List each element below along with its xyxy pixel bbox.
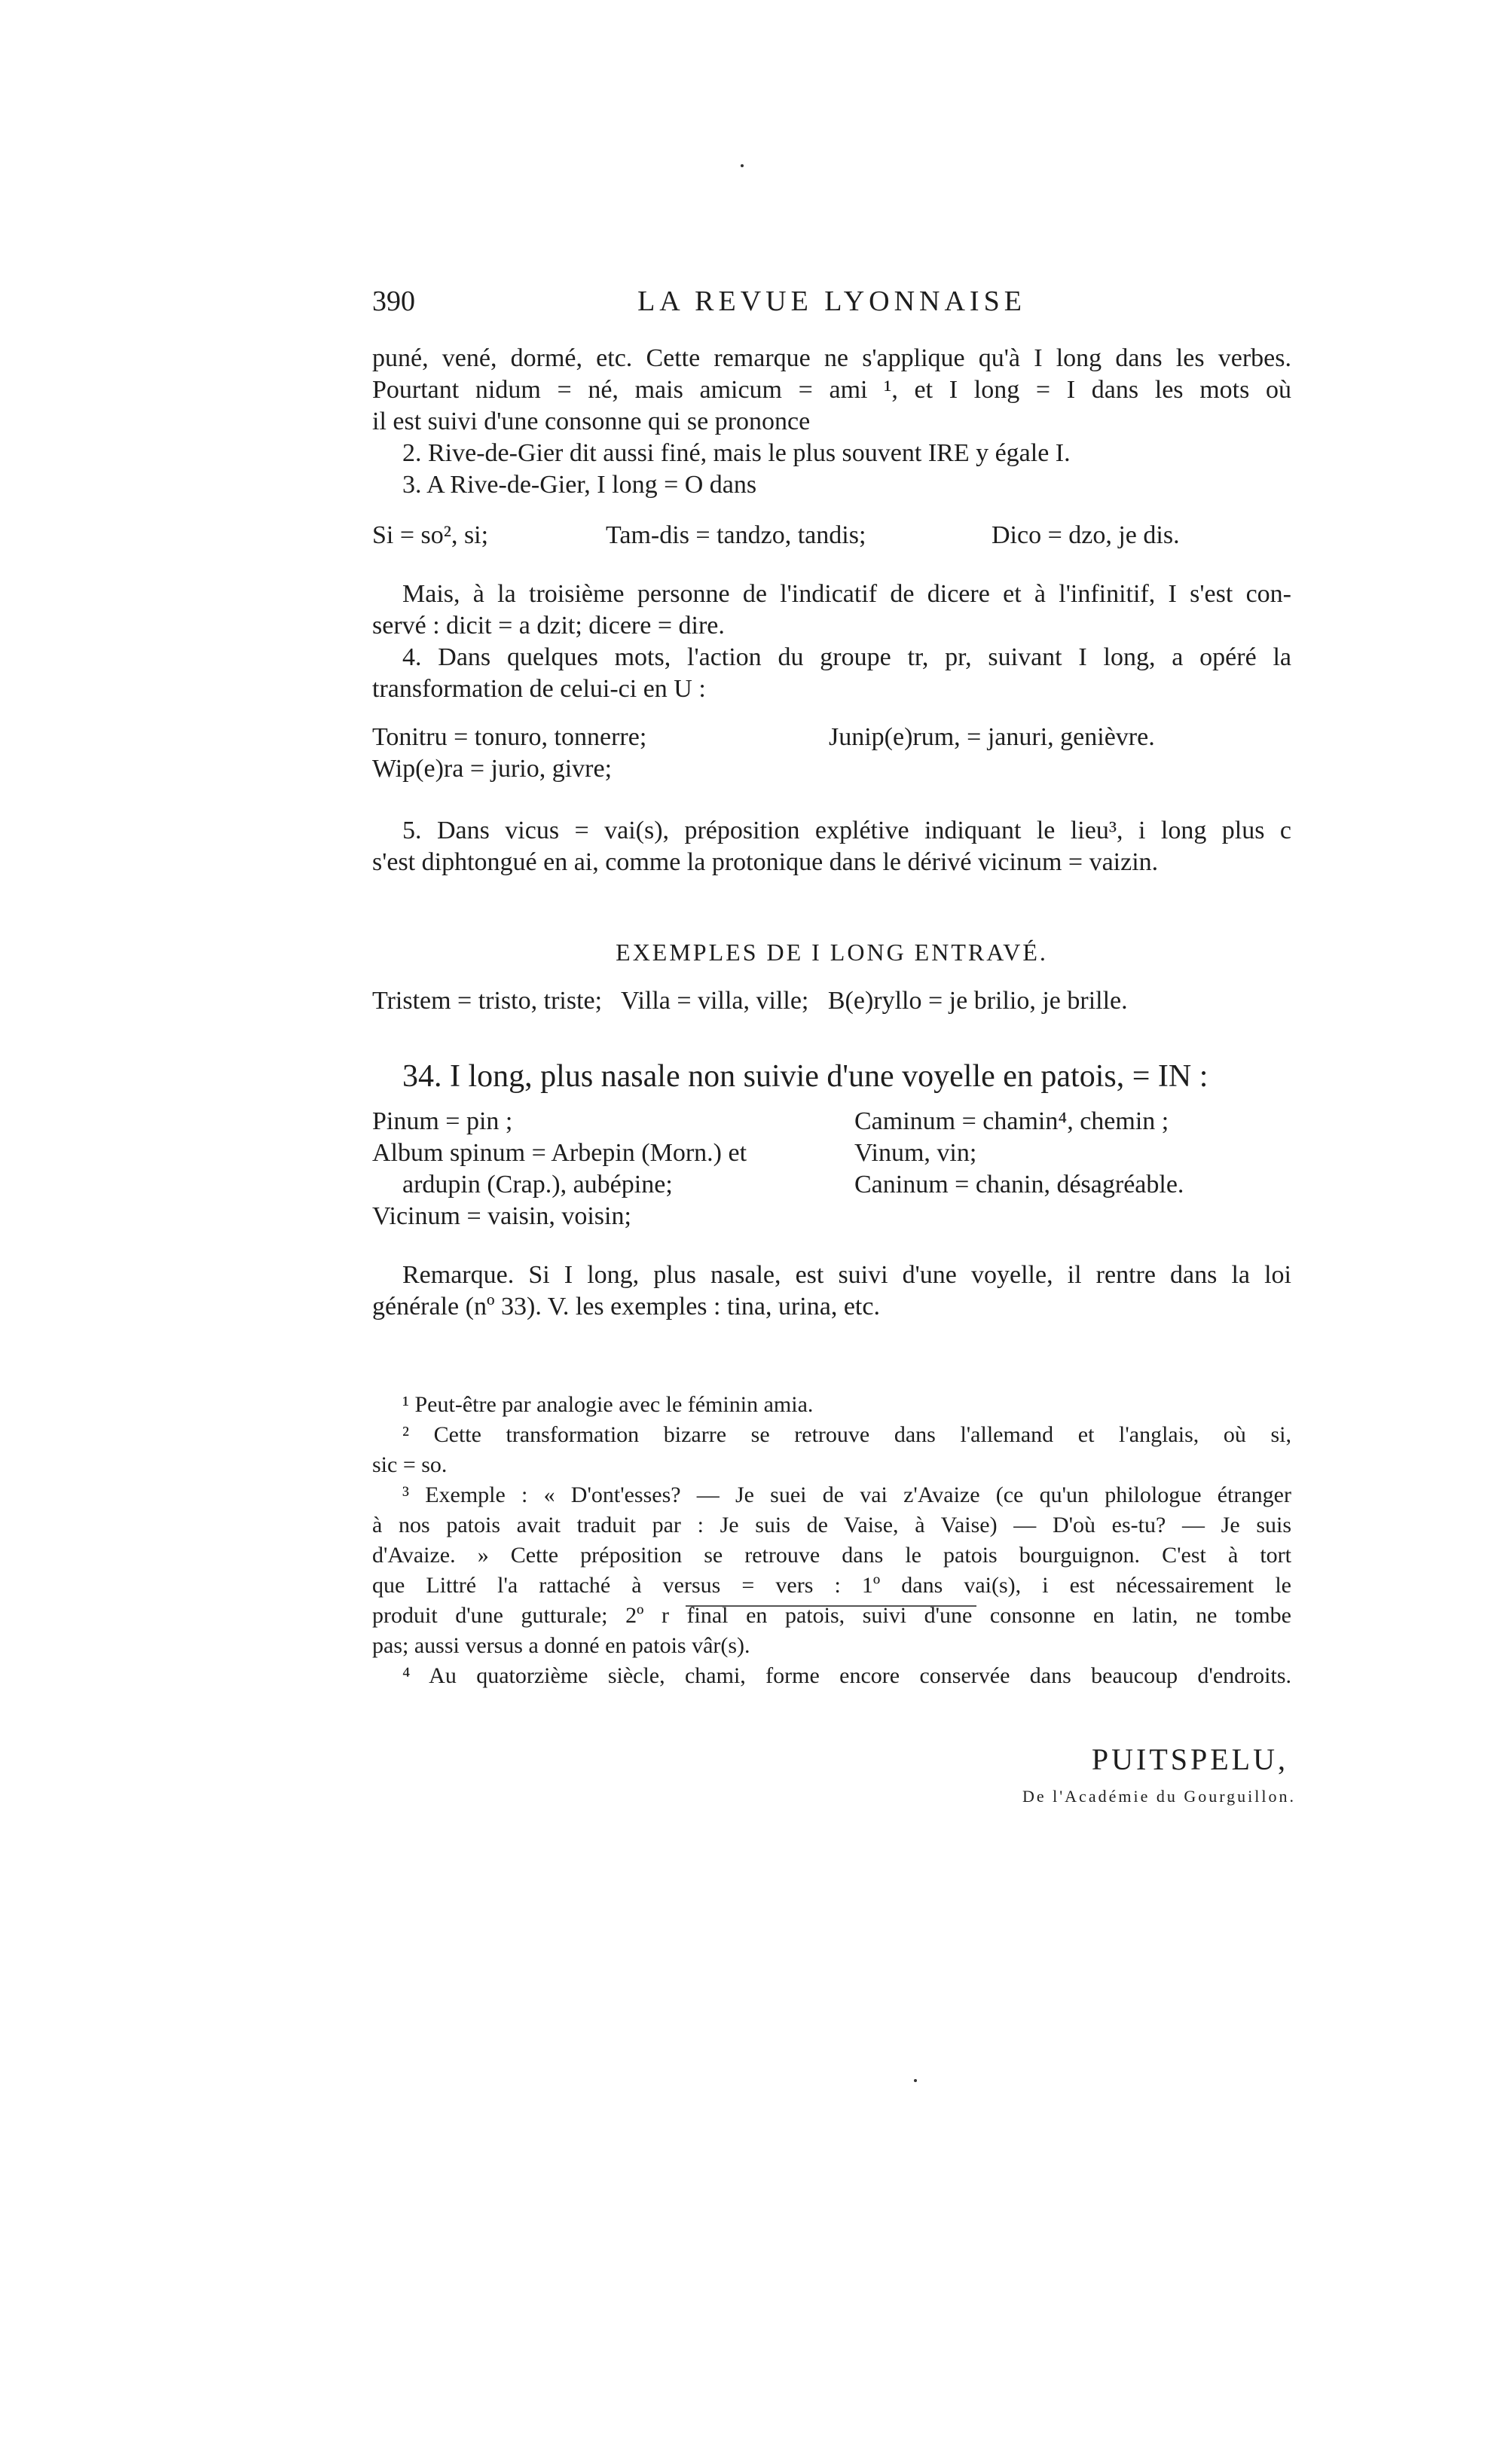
journal-title: LA REVUE LYONNAISE — [637, 285, 1026, 317]
example-item: Vinum, vin; — [854, 1139, 977, 1167]
footnote: que Littré l'a rattaché à versus = vers : 1º dans vai(s), i est nécessairement le — [372, 1573, 1291, 1598]
footnote: d'Avaize. » Cette préposition se retrouve dans le patois bourguignon. C'est à tort — [372, 1543, 1291, 1568]
paragraph-line: 4. Dans quelques mots, l'action du groupe tr, pr, suivant I long, a opéré la — [402, 643, 1291, 671]
paragraph-line: puné, vené, dormé, etc. Cette remarque ne s'applique qu'à I long dans les verbes. — [372, 344, 1291, 372]
example-item: Caminum = chamin⁴, chemin ; — [854, 1107, 1169, 1135]
paragraph-line: générale (nº 33). V. les exemples : tina, urina, etc. — [372, 1293, 880, 1321]
footnote: ³ Exemple : « D'ont'esses? — Je suei de vai z'Avaize (ce qu'un philologue étranger — [402, 1482, 1291, 1507]
signature-affiliation: De l'Académie du Gourguillon. — [1022, 1787, 1296, 1806]
footnote: ¹ Peut-être par analogie avec le féminin amia. — [402, 1392, 814, 1417]
section-heading: EXEMPLES DE I LONG ENTRAVÉ. — [616, 939, 1048, 966]
footnote: sic = so. — [372, 1452, 448, 1477]
closing-rule — [686, 1605, 976, 1607]
print-speck — [914, 2079, 917, 2082]
remark — [372, 1259, 1291, 1323]
example-item: Wip(e)ra = jurio, givre; — [372, 755, 613, 783]
footnotes — [372, 1390, 1291, 1691]
paragraph-line: 2. Rive-de-Gier dit aussi finé, mais le plus souvent IRE y égale I. — [402, 439, 1071, 467]
example-item: Vicinum = vaisin, voisin; — [372, 1202, 631, 1230]
paragraph-line: servé : dicit = a dzit; dicere = dire. — [372, 612, 725, 640]
paragraph-line: Pourtant nidum = né, mais amicum = ami ¹, et I long = I dans les mots où — [372, 376, 1291, 404]
section-examples: Tristem = tristo, triste; Villa = villa, ville; B(e)ryllo = je brilio, je brille. — [372, 987, 1128, 1015]
signature-name: PUITSPELU, — [1091, 1742, 1288, 1776]
example-item: Junip(e)rum, = januri, genièvre. — [829, 723, 1155, 751]
print-speck — [741, 164, 744, 167]
paragraph-line: 3. A Rive-de-Gier, I long = O dans — [402, 471, 757, 499]
example-item: ardupin (Crap.), aubépine; — [402, 1171, 673, 1198]
footnote: à nos patois avait traduit par : Je suis de Vaise, à Vaise) — D'où es-tu? — Je suis — [372, 1513, 1291, 1537]
page-number: 390 — [372, 285, 415, 317]
example-item: Pinum = pin ; — [372, 1107, 513, 1135]
paragraph-line: Mais, à la troisième personne de l'indicatif de dicere et à l'infinitif, I s'est con- — [402, 580, 1291, 608]
example-item: Si = so², si; — [372, 521, 489, 549]
example-item: Tonitru = tonuro, tonnerre; — [372, 723, 647, 751]
paragraph-line: 5. Dans vicus = vai(s), préposition explétive indiquant le lieu³, i long plus c — [402, 817, 1291, 844]
footnote: ⁴ Au quatorzième siècle, chami, forme encore conservée dans beaucoup d'endroits. — [402, 1663, 1291, 1688]
paragraph-line: s'est diphtongué en ai, comme la protonique dans le dérivé vicinum = vaizin. — [372, 848, 1159, 876]
body-middle — [372, 579, 1291, 705]
example-item: Caninum = chanin, désagréable. — [854, 1171, 1184, 1198]
example-item: Album spinum = Arbepin (Morn.) et — [372, 1139, 747, 1167]
section-34-heading: 34. I long, plus nasale non suivie d'une voyelle en patois, = IN : — [402, 1059, 1208, 1094]
running-header — [372, 285, 1291, 322]
left-column — [372, 1106, 824, 1232]
paragraph-line: il est suivi d'une consonne qui se prononce — [372, 408, 811, 435]
example-item: Tam-dis = tandzo, tandis; — [606, 521, 866, 549]
example-block — [372, 722, 1291, 785]
example-row — [372, 520, 1291, 551]
footnote: ² Cette transformation bizarre se retrouve dans l'allemand et l'anglais, où si, — [402, 1422, 1291, 1447]
paragraph-line: transformation de celui-ci en U : — [372, 675, 706, 703]
example-item: Dico = dzo, je dis. — [992, 521, 1180, 549]
body-top — [372, 343, 1291, 501]
right-column — [854, 1106, 1291, 1201]
footnote: pas; aussi versus a donné en patois vâr(s). — [372, 1633, 750, 1658]
footnote: produit d'une gutturale; 2º r final en patois, suivi d'une consonne en latin, ne tombe — [372, 1603, 1291, 1628]
paragraph-line: Remarque. Si I long, plus nasale, est suivi d'une voyelle, il rentre dans la loi — [402, 1261, 1291, 1289]
body-paragraph-5 — [372, 815, 1291, 878]
